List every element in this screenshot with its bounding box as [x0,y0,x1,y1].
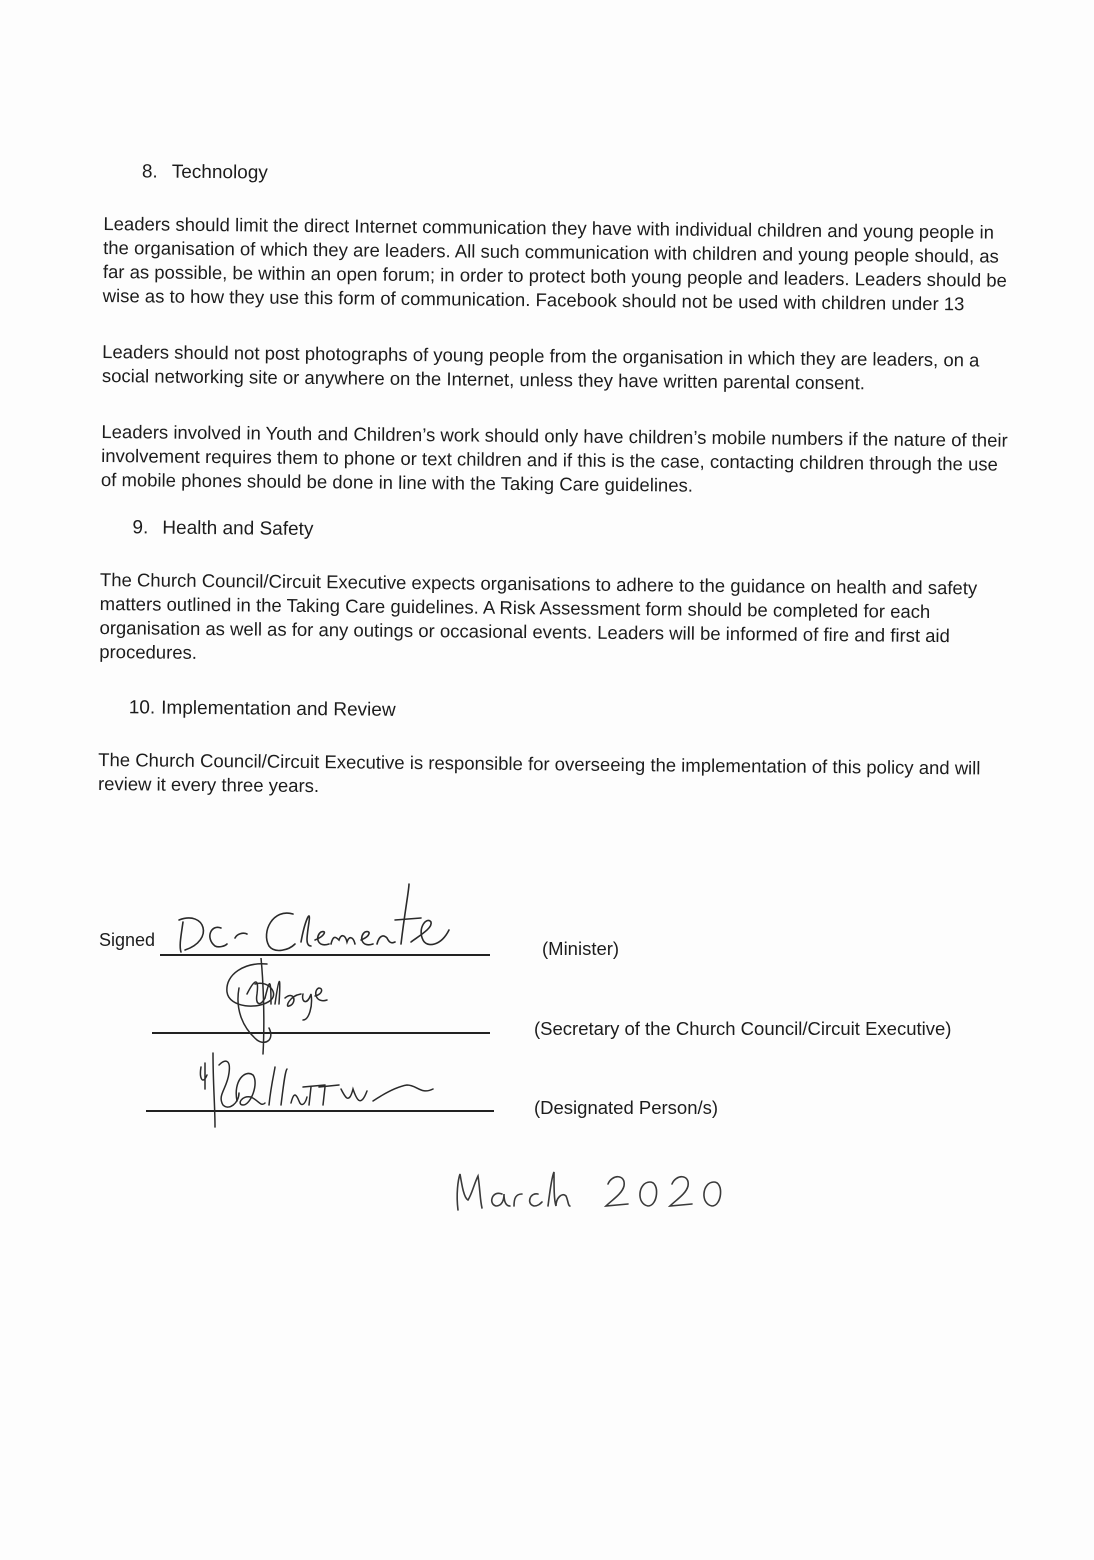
handwritten-date [450,1160,730,1220]
section-number: 9. [132,517,149,539]
role-secretary: (Secretary of the Church Council/Circuit Executive) [534,1018,952,1039]
role-designated-person: (Designated Person/s) [534,1097,719,1118]
paragraph-health-safety: The Church Council/Circuit Executive expects organisations to adhere to the guidance on health and safety matters outlined in the Taking Care guidelines. A Risk Assessment form should be completed for each organisation as well as for any outings or occasional events. Leaders will be informed of fire and first aid procedures. [99,568,978,663]
signature-line-designated [146,1110,494,1112]
minister-signature [165,880,495,960]
secretary-signature [205,958,365,1058]
designated-person-signature [195,1045,455,1130]
section-title: Technology [171,161,268,184]
signature-line-minister [160,954,490,956]
role-minister: (Minister) [542,938,620,959]
section-number: 10. [128,697,156,719]
paragraph-technology-3: Leaders involved in Youth and Children’s work should only have children’s mobile numbers if the nature of their involvement requires them to phone or text children and if this is the case, contacting children through the use of mobile phones should be done in line with the Taking Care guidelines. [100,420,1008,496]
paragraph-technology-1: Leaders should limit the direct Internet communication they have with individual children and young people in the organisation of which they are leaders. All such communication with children and young people should, as far as possible, be within an open forum; in order to protect both young people and leaders. Leaders should be wise as to how they use this form of communication. Facebook should not be used with children under 13 [102,212,1008,315]
section-title: Health and Safety [162,517,314,541]
signed-label: Signed [99,930,156,950]
paragraph-technology-2: Leaders should not post photographs of young people from the organisation in which they are leaders, on a social networking site or anywhere on the Internet, unless they have written parental consent. [101,340,980,394]
section-title: Implementation and Review [161,697,396,721]
signature-line-secretary [152,1032,490,1034]
section-number: 8. [141,161,158,183]
paragraph-implementation: The Church Council/Circuit Executive is responsible for overseeing the implementation of this policy and will review it every three years. [97,748,981,797]
